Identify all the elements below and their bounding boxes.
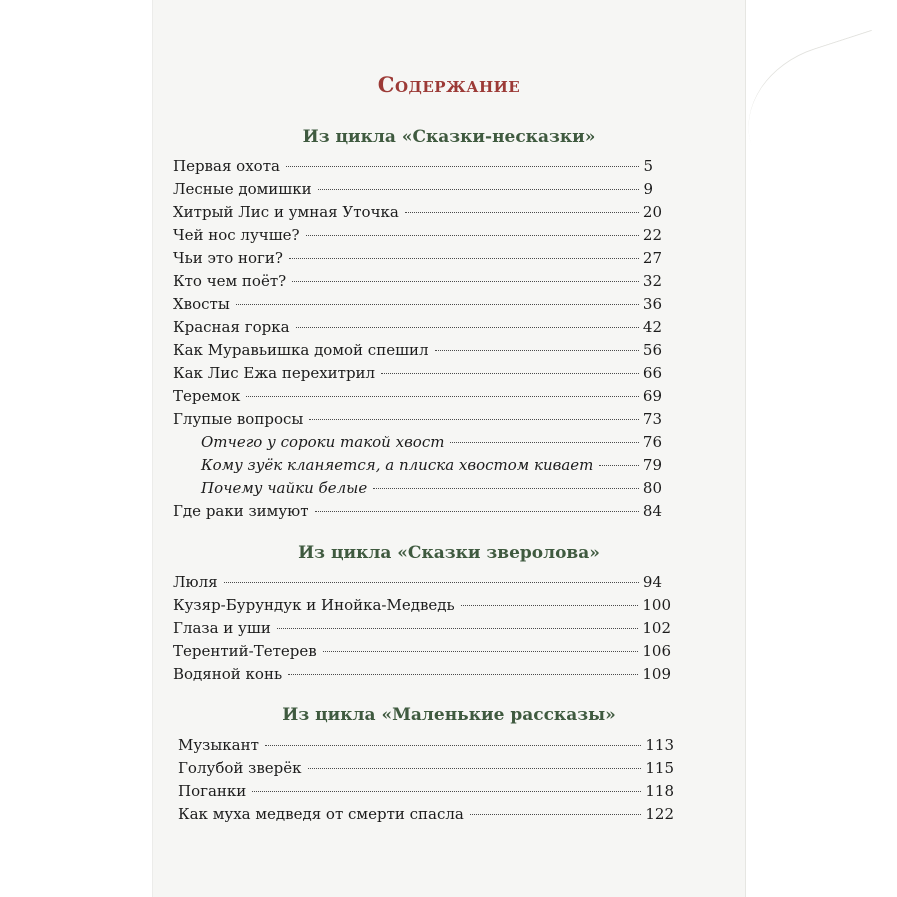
toc-entry[interactable] xyxy=(173,247,662,269)
entry-title: Поганки xyxy=(178,782,247,800)
dot-leader xyxy=(308,768,642,769)
entry-title: Лесные домишки xyxy=(173,180,312,198)
entry-page: 56 xyxy=(642,341,662,359)
entry-title: Кузяр-Бурундук и Инойка-Медведь xyxy=(173,596,455,614)
dot-leader xyxy=(296,327,639,328)
entry-page: 76 xyxy=(642,433,662,451)
entry-page: 102 xyxy=(642,619,671,637)
entry-page: 84 xyxy=(642,502,662,520)
entry-page: 9 xyxy=(643,180,653,198)
entry-title: Хвосты xyxy=(173,295,230,313)
dot-leader xyxy=(265,745,641,746)
contents-title: Содержание xyxy=(377,72,521,97)
entry-page: 73 xyxy=(642,410,662,428)
entry-title: Голубой зверёк xyxy=(178,759,302,777)
toc-entry[interactable] xyxy=(173,224,662,246)
dot-leader xyxy=(289,258,639,259)
toc-entry[interactable] xyxy=(173,617,671,639)
entry-title: Как муха медведя от смерти спасла xyxy=(178,805,464,823)
dot-leader xyxy=(288,674,638,675)
entry-title: Кому зуёк кланяется, а плиска хвостом кивает xyxy=(201,456,594,474)
entry-page: 109 xyxy=(642,665,671,683)
toc-entry[interactable] xyxy=(173,270,662,292)
entry-page: 32 xyxy=(642,272,662,290)
entry-title: Кто чем поёт? xyxy=(173,272,287,290)
toc-entry[interactable] xyxy=(173,178,653,200)
entry-title: Первая охота xyxy=(173,157,280,175)
toc-entry[interactable] xyxy=(178,757,674,779)
entry-page: 5 xyxy=(643,157,653,175)
dot-leader xyxy=(315,511,639,512)
entry-page: 69 xyxy=(642,387,662,405)
dot-leader xyxy=(323,651,639,652)
dot-leader xyxy=(224,582,639,583)
entry-title: Отчего у сороки такой хвост xyxy=(201,433,445,451)
entry-page: 118 xyxy=(645,782,674,800)
entry-title: Терентий-Тетерев xyxy=(173,642,317,660)
dot-leader xyxy=(435,350,639,351)
entry-page: 27 xyxy=(642,249,662,267)
entry-page: 80 xyxy=(642,479,662,497)
toc-entry[interactable] xyxy=(178,780,674,802)
entry-title: Как Муравьишка домой спешил xyxy=(173,341,429,359)
toc-subentry[interactable] xyxy=(201,477,662,499)
dot-leader xyxy=(309,419,639,420)
dot-leader xyxy=(599,465,639,466)
entry-page: 22 xyxy=(642,226,662,244)
dot-leader xyxy=(292,281,639,282)
toc-entry[interactable] xyxy=(173,640,671,662)
toc-entry[interactable] xyxy=(173,408,662,430)
toc-entry[interactable] xyxy=(178,803,674,825)
dot-leader xyxy=(461,605,639,606)
entry-page: 42 xyxy=(642,318,662,336)
toc-entry[interactable] xyxy=(173,663,671,685)
dot-leader xyxy=(450,442,638,443)
section-heading-2: Из цикла «Сказки зверолова» xyxy=(298,543,600,563)
toc-entry[interactable] xyxy=(173,500,662,522)
toc-entry[interactable] xyxy=(173,316,662,338)
dot-leader xyxy=(381,373,639,374)
toc-entry[interactable] xyxy=(173,293,662,315)
toc-subentry[interactable] xyxy=(201,431,662,453)
entry-title: Музыкант xyxy=(178,736,259,754)
entry-title: Люля xyxy=(173,573,218,591)
dot-leader xyxy=(277,628,639,629)
entry-page: 100 xyxy=(642,596,671,614)
dot-leader xyxy=(246,396,638,397)
toc-entry[interactable] xyxy=(173,594,671,616)
toc-entry[interactable] xyxy=(173,155,653,177)
entry-page: 115 xyxy=(645,759,674,777)
entry-title: Красная горка xyxy=(173,318,290,336)
toc-entry[interactable] xyxy=(173,201,662,223)
entry-title: Водяной конь xyxy=(173,665,283,683)
page-curl xyxy=(729,30,897,191)
entry-page: 66 xyxy=(642,364,662,382)
toc-entry[interactable] xyxy=(173,339,662,361)
toc-subentry[interactable] xyxy=(201,454,662,476)
dot-leader xyxy=(373,488,639,489)
toc-entry[interactable] xyxy=(173,362,662,384)
dot-leader xyxy=(306,235,639,236)
toc-entry[interactable] xyxy=(173,385,662,407)
dot-leader xyxy=(236,304,639,305)
dot-leader xyxy=(318,189,640,190)
entry-title: Чьи это ноги? xyxy=(173,249,283,267)
entry-title: Как Лис Ежа перехитрил xyxy=(173,364,376,382)
entry-title: Глупые вопросы xyxy=(173,410,304,428)
entry-title: Где раки зимуют xyxy=(173,502,309,520)
entry-title: Чей нос лучше? xyxy=(173,226,300,244)
entry-page: 122 xyxy=(645,805,674,823)
section-heading-3: Из цикла «Маленькие рассказы» xyxy=(282,705,616,725)
toc-entry[interactable] xyxy=(173,571,662,593)
dot-leader xyxy=(405,212,639,213)
entry-title: Глаза и уши xyxy=(173,619,271,637)
entry-page: 113 xyxy=(645,736,674,754)
entry-title: Хитрый Лис и умная Уточка xyxy=(173,203,399,221)
entry-title: Теремок xyxy=(173,387,241,405)
entry-page: 94 xyxy=(642,573,662,591)
entry-title: Почему чайки белые xyxy=(201,479,368,497)
section-heading-1: Из цикла «Сказки-несказки» xyxy=(302,127,596,147)
dot-leader xyxy=(470,814,642,815)
book-page xyxy=(152,0,746,897)
entry-page: 20 xyxy=(642,203,662,221)
entry-page: 106 xyxy=(642,642,671,660)
entry-page: 79 xyxy=(642,456,662,474)
toc-entry[interactable] xyxy=(178,734,674,756)
entry-page: 36 xyxy=(642,295,662,313)
dot-leader xyxy=(286,166,640,167)
dot-leader xyxy=(252,791,641,792)
